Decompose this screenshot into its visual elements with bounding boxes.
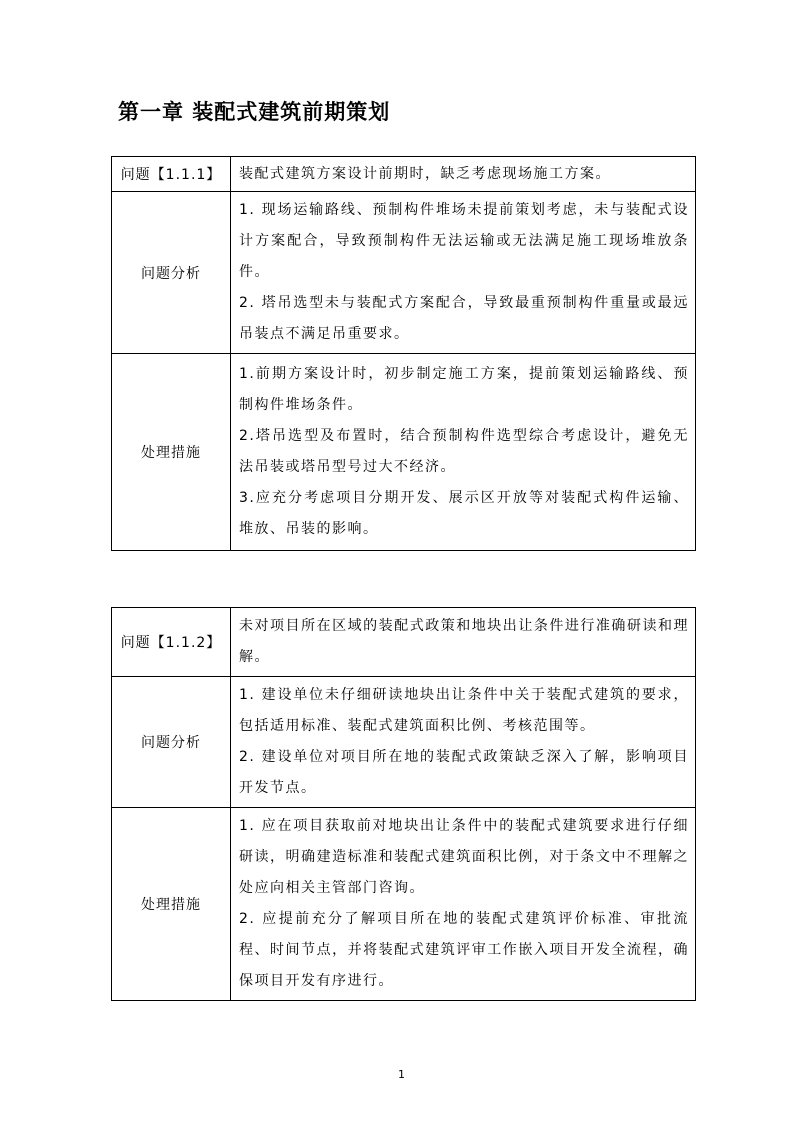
analysis-item: 2. 建设单位对项目所在地的装配式政策缺乏深入了解，影响项目开发节点。 [239, 749, 689, 796]
analysis-label: 问题分析 [112, 677, 231, 808]
page-number: 1 [398, 1068, 405, 1081]
problem-text [231, 608, 696, 677]
table-row-analysis [112, 677, 696, 808]
analysis-item: 1. 建设单位未仔细研读地块出让条件中关于装配式建筑的要求，包括适用标准、装配式建筑面积比例、考核范围等。 [239, 687, 689, 734]
measures-label: 处理措施 [112, 808, 231, 1001]
problem-text [231, 157, 696, 192]
table-row-measures [112, 808, 696, 1001]
table-row-problem [112, 157, 696, 192]
analysis-content [231, 192, 696, 354]
analysis-label: 问题分析 [112, 192, 231, 354]
problem-paragraph: 未对项目所在区域的装配式政策和地块出让条件进行准确研读和理解。 [239, 618, 689, 665]
table-row-measures [112, 354, 696, 551]
problem-label: 问题【1.1.1】 [112, 157, 231, 192]
problem-label: 问题【1.1.2】 [112, 608, 231, 677]
measures-content [231, 354, 696, 551]
measures-label: 处理措施 [112, 354, 231, 551]
measures-item: 2. 应提前充分了解项目所在地的装配式建筑评价标准、审批流程、时间节点，并将装配式建筑评审工作嵌入项目开发全流程，确保项目开发有序进行。 [239, 911, 689, 989]
table-row-analysis [112, 192, 696, 354]
measures-item: 1. 应在项目获取前对地块出让条件中的装配式建筑要求进行仔细研读，明确建造标准和装配式建筑面积比例，对于条文中不理解之处应向相关主管部门咨询。 [239, 818, 689, 896]
analysis-item: 2. 塔吊选型未与装配式方案配合，导致最重预制构件重量或最远吊装点不满足吊重要求。 [239, 295, 689, 342]
problem-paragraph: 装配式建筑方案设计前期时，缺乏考虑现场施工方案。 [239, 166, 611, 182]
measures-item: 2.塔吊选型及布置时，结合预制构件选型综合考虑设计，避免无法吊装或塔吊型号过大不经济。 [239, 428, 689, 475]
measures-item: 3.应充分考虑项目分期开发、展示区开放等对装配式构件运输、堆放、吊装的影响。 [239, 490, 689, 537]
analysis-content [231, 677, 696, 808]
issue-table-1-1-2 [111, 607, 696, 1001]
chapter-title: 第一章 装配式建筑前期策划 [118, 100, 391, 124]
table-row-problem [112, 608, 696, 677]
issue-table-1-1-1 [111, 156, 696, 551]
measures-content [231, 808, 696, 1001]
measures-item: 1.前期方案设计时，初步制定施工方案，提前策划运输路线、预制构件堆场条件。 [239, 366, 689, 413]
analysis-item: 1. 现场运输路线、预制构件堆场未提前策划考虑，未与装配式设计方案配合，导致预制构件无法运输或无法满足施工现场堆放条件。 [239, 202, 689, 280]
